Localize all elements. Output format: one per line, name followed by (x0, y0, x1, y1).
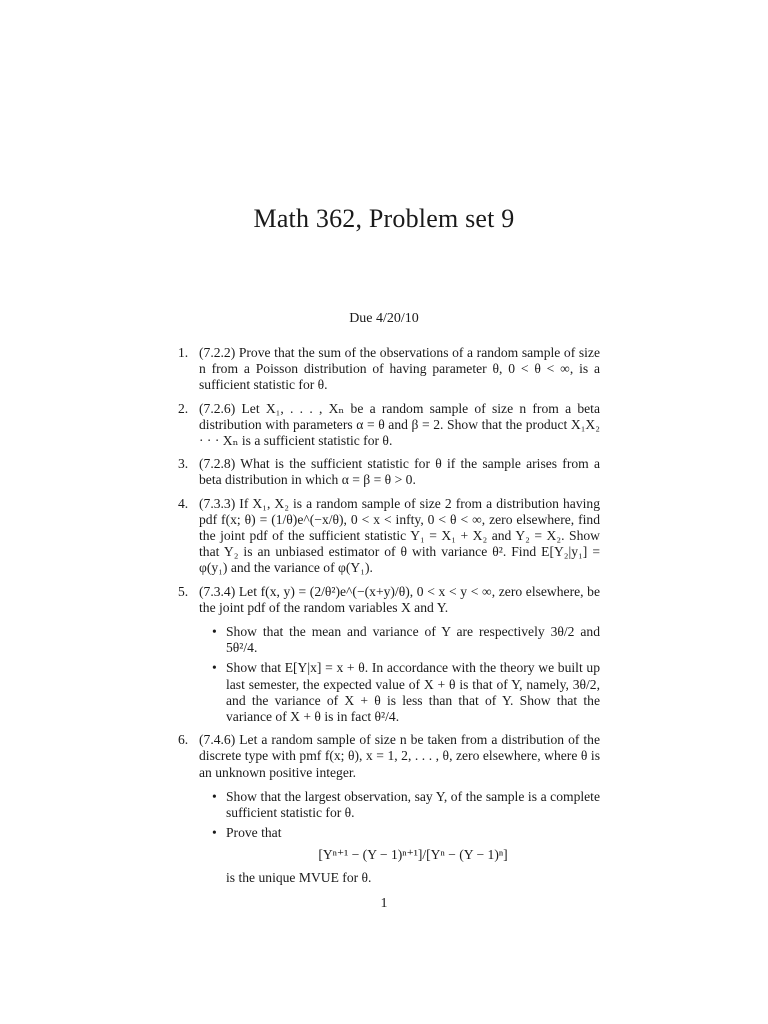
display-equation: [Yⁿ⁺¹ − (Y − 1)ⁿ⁺¹]/[Yⁿ − (Y − 1)ⁿ] (318, 847, 508, 863)
problem-number: 2. (178, 400, 189, 416)
bullet-text: Prove that (226, 825, 282, 841)
problem-number: 6. (178, 732, 189, 748)
problem-conclusion: is the unique MVUE for θ. (226, 869, 372, 885)
bullet-text: Show that E[Y|x] = x + θ. In accordance with the theory we built up last semester, the expected value of X + θ is that of Y, namely, 3θ/2, and the variance of X + θ is less than that of Y. Show that the variance of X + θ is in fact θ²/4. (226, 660, 600, 725)
bullet-icon: • (212, 624, 217, 640)
bullet-icon: • (212, 660, 217, 676)
problem-list (178, 345, 600, 886)
bullet-item (199, 825, 600, 841)
bullet-icon: • (212, 825, 217, 841)
bullet-text: Show that the mean and variance of Y are respectively 3θ/2 and 5θ²/4. (226, 624, 600, 656)
problem-number: 3. (178, 456, 189, 472)
problem-text: (7.2.8) What is the sufficient statistic for θ if the sample arises from a beta distribution in which α = β = θ > 0. (199, 456, 600, 488)
problem-item (178, 732, 600, 886)
bullet-text: Show that the largest observation, say Y, of the sample is a complete sufficient statistic for θ. (226, 788, 600, 821)
problem-item (178, 496, 600, 577)
bullet-item (199, 789, 600, 821)
problem-item (178, 456, 600, 488)
problem-number: 4. (178, 495, 189, 511)
problem-text: (7.3.4) Let f(x, y) = (2/θ²)e^(−(x+y)/θ), 0 < x < y < ∞, zero elsewhere, be the joint pdf of the random variables X and Y. (199, 583, 600, 615)
problem-item (178, 401, 600, 450)
problem-text: (7.2.2) Prove that the sum of the observations of a random sample of size n from a Poisson distribution of having parameter θ, 0 < θ < ∞, is a sufficient statistic for θ. (199, 345, 600, 393)
bullet-list (199, 624, 600, 725)
page-title: Math 362, Problem set 9 (253, 204, 515, 233)
problem-text: (7.3.3) If X₁, X₂ is a random sample of size 2 from a distribution having pdf f(x; θ) = (1/θ)e^(−x/θ), 0 < x < infty, 0 < θ < ∞, zero elsewhere, find the joint pdf of the sufficient statistic Y₁ = X₁ + X₂ and Y₂ = X₂. Show that Y₂ is an unbiased estimator of θ with variance θ². Find E[Y₂|y₁] = φ(y₁) and the variance of φ(Y₁). (199, 495, 600, 576)
bullet-icon: • (212, 788, 217, 804)
bullet-item (199, 624, 600, 656)
problem-text: (7.4.6) Let a random sample of size n be taken from a distribution of the discrete type with pmf f(x; θ), x = 1, 2, . . . , θ, zero elsewhere, where θ is an unknown positive integer. (199, 732, 600, 780)
problem-item (178, 584, 600, 726)
bullet-item (199, 660, 600, 725)
problem-number: 5. (178, 583, 189, 599)
bullet-list (199, 789, 600, 842)
problem-number: 1. (178, 345, 189, 360)
due-date: Due 4/20/10 (349, 311, 419, 326)
page-number: 1 (380, 896, 388, 911)
problem-text: (7.2.6) Let X₁, . . . , Xₙ be a random sample of size n from a beta distribution with parameters α = θ and β = 2. Show that the product X₁X₂ · · · Xₙ is a sufficient statistic for θ. (199, 400, 600, 449)
problem-item (178, 345, 600, 394)
